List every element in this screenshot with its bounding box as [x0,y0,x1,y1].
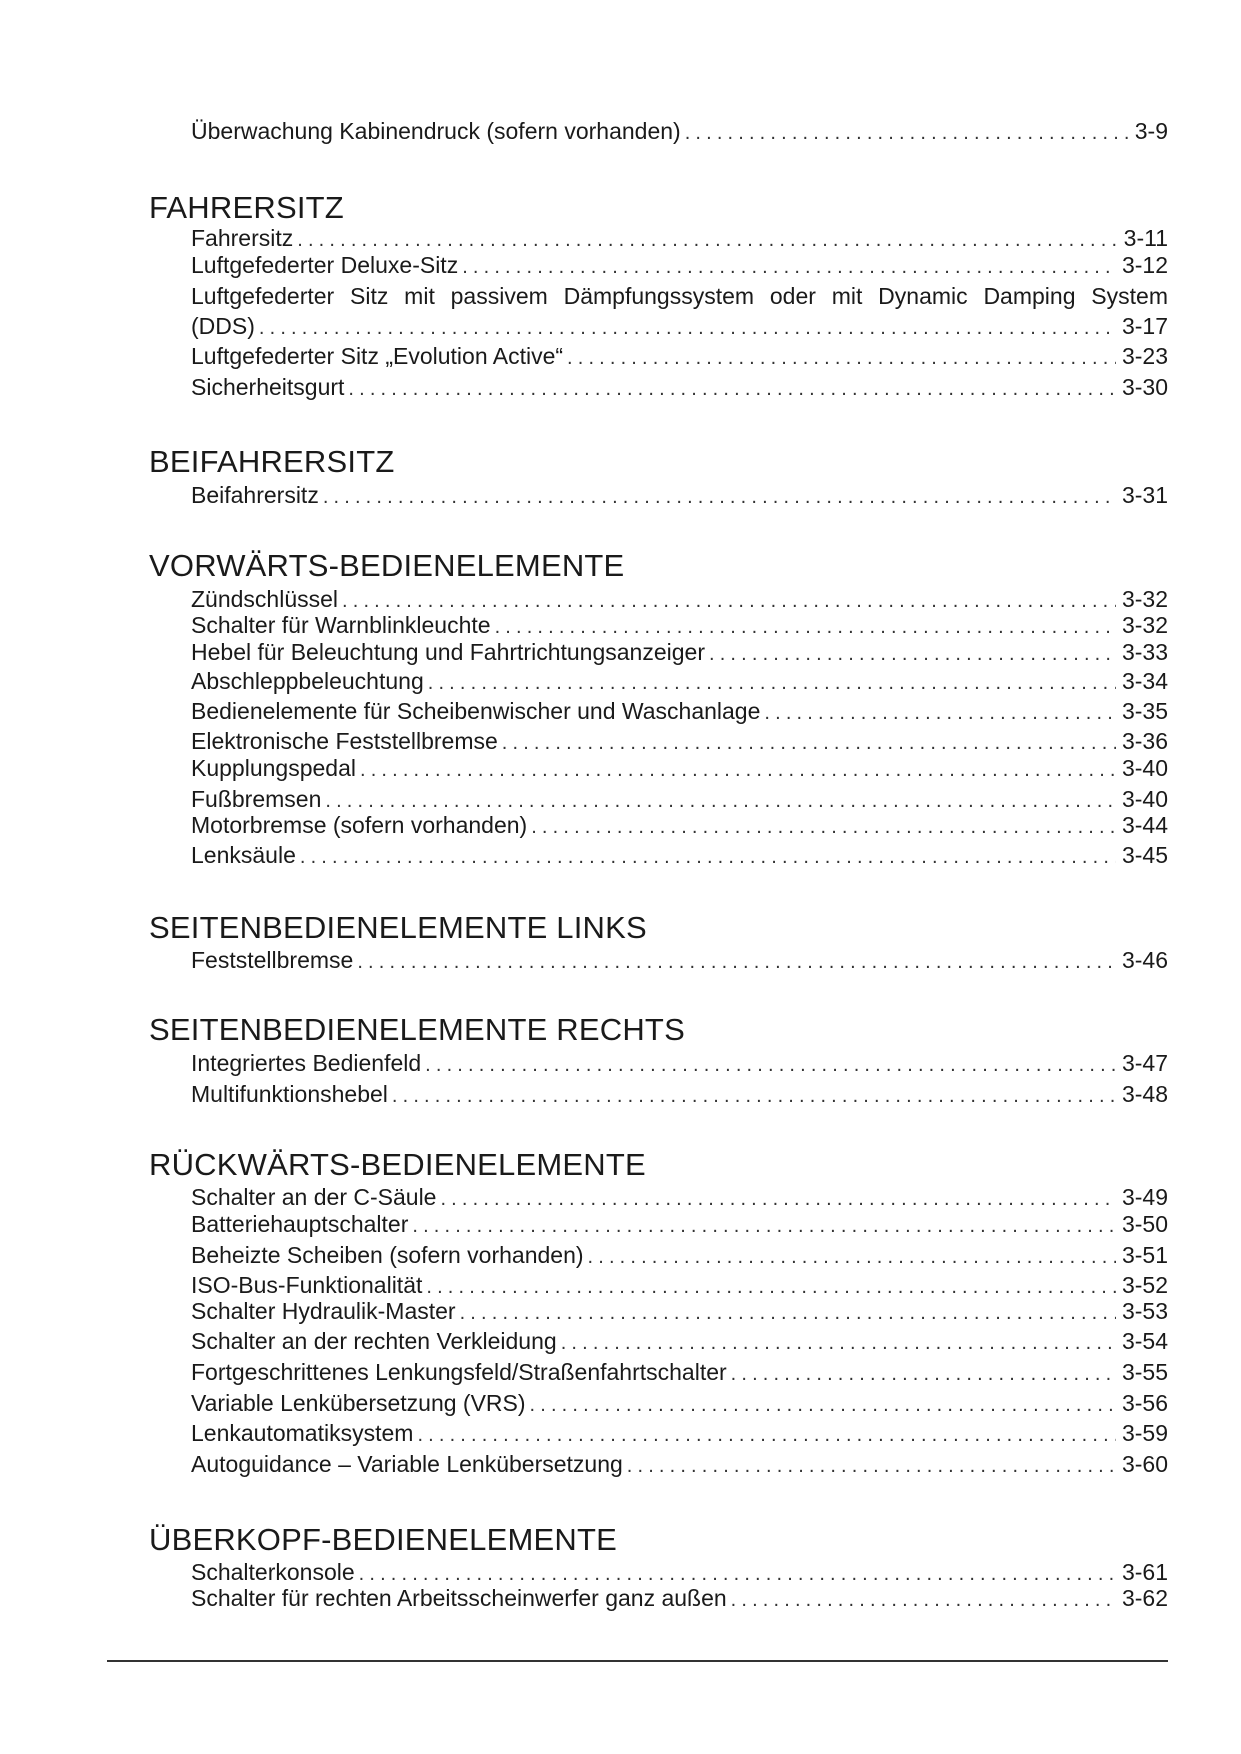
toc-entry-page: 3-49 [1121,1184,1168,1210]
toc-entry[interactable] [191,667,1168,697]
toc-entry-page: 3-48 [1121,1081,1168,1107]
toc-entry-title: Integriertes Bedienfeld [191,1050,422,1076]
dot-leader [627,1452,1116,1480]
dot-leader [685,119,1129,147]
dot-leader [412,1212,1116,1240]
toc-entry-title: Variable Lenkübersetzung (VRS) [191,1390,526,1416]
toc-entry-page: 3-32 [1121,586,1168,612]
toc-entry-title: Batteriehauptschalter [191,1211,409,1237]
toc-entry-page: 3-12 [1121,252,1168,278]
dot-leader [495,613,1116,641]
toc-entry[interactable] [191,1210,1168,1240]
dot-leader [300,843,1116,871]
toc-entry[interactable] [191,1183,1168,1213]
toc-entry-title: Feststellbremse [191,947,354,973]
dot-leader [259,314,1116,342]
toc-entry-page: 3-50 [1121,1211,1168,1237]
toc-entry[interactable] [191,1327,1168,1357]
dot-leader [709,640,1116,668]
toc-entry-title: Schalterkonsole [191,1559,355,1585]
toc-entry[interactable] [191,1450,1168,1480]
toc-entry-title: Fußbremsen [191,786,322,812]
toc-entry-title: Multifunktionshebel [191,1081,388,1107]
dot-leader [530,1391,1116,1419]
toc-entry[interactable] [191,251,1168,281]
toc-entry[interactable] [191,117,1168,147]
toc-entry-page: 3-31 [1121,482,1168,508]
section-heading: ÜBERKOPF-BEDIENELEMENTE [149,1522,617,1557]
toc-entry-title: Zündschlüssel [191,586,339,612]
toc-entry-page: 3-52 [1121,1272,1168,1298]
toc-entry-title: Kupplungspedal [191,755,356,781]
toc-entry-page: 3-62 [1121,1585,1168,1611]
section-heading: BEIFAHRERSITZ [149,444,395,479]
toc-entry-title: Lenkautomatiksystem [191,1420,414,1446]
toc-entry-title: Überwachung Kabinendruck (sofern vorhanden) [191,118,681,144]
toc-entry[interactable] [191,1080,1168,1110]
toc-entry-page: 3-54 [1121,1328,1168,1354]
toc-entry[interactable] [191,1419,1168,1449]
toc-entry-title: Luftgefederter Sitz „Evolution Active“ [191,343,564,369]
toc-entry[interactable] [191,841,1168,871]
dot-leader [731,1586,1116,1614]
toc-entry-page: 3-56 [1121,1390,1168,1416]
toc-entry-title: Schalter an der C-Säule [191,1184,437,1210]
toc-entry-title: (DDS) [191,313,255,339]
toc-entry-title-line1: Luftgefederter Sitz mit passivem Dämpfungssystem oder mit Dynamic Damping System [191,283,1168,309]
toc-entry-page: 3-23 [1121,343,1168,369]
toc-entry-page: 3-44 [1121,812,1168,838]
dot-leader [297,226,1117,254]
toc-entry-title: Lenksäule [191,842,296,868]
toc-entry-page: 3-59 [1121,1420,1168,1446]
toc-entry-page: 3-33 [1121,639,1168,665]
toc-entry-title: Hebel für Beleuchtung und Fahrtrichtungsanzeiger [191,639,705,665]
toc-entry-page: 3-9 [1134,118,1168,144]
toc-entry-title: Sicherheitsgurt [191,374,345,400]
dot-leader [428,669,1116,697]
toc-entry[interactable] [191,342,1168,372]
toc-entry[interactable] [191,946,1168,976]
toc-entry[interactable] [191,638,1168,668]
toc-entry-title: Schalter für Warnblinkleuchte [191,612,491,638]
dot-leader [323,483,1116,511]
toc-entry[interactable] [191,754,1168,784]
toc-entry[interactable] [191,1358,1168,1388]
section-heading: VORWÄRTS-BEDIENELEMENTE [149,548,625,583]
toc-entry-title: Bedienelemente für Scheibenwischer und Waschanlage [191,698,761,724]
footer-divider [107,1660,1168,1662]
toc-entry[interactable] [191,312,1168,342]
dot-leader [531,813,1116,841]
toc-entry[interactable] [191,1297,1168,1327]
section-heading: SEITENBEDIENELEMENTE RECHTS [149,1012,685,1047]
toc-entry[interactable] [191,1389,1168,1419]
toc-entry-page: 3-17 [1121,313,1168,339]
dot-leader [502,729,1116,757]
toc-entry[interactable] [191,1584,1168,1614]
toc-entry-page: 3-47 [1121,1050,1168,1076]
dot-leader [440,1185,1115,1213]
toc-entry[interactable] [191,611,1168,641]
dot-leader [348,375,1116,403]
toc-entry-title: Beheizte Scheiben (sofern vorhanden) [191,1242,584,1268]
toc-entry[interactable] [191,1049,1168,1079]
toc-entry-page: 3-34 [1121,668,1168,694]
toc-entry-title: Beifahrersitz [191,482,319,508]
toc-entry-page: 3-40 [1121,755,1168,781]
toc-entry-title: Luftgefederter Deluxe-Sitz [191,252,459,278]
dot-leader [360,756,1116,784]
dot-leader [764,699,1116,727]
dot-leader [357,948,1116,976]
toc-entry-page: 3-32 [1121,612,1168,638]
dot-leader [392,1082,1116,1110]
toc-entry-page: 3-51 [1121,1242,1168,1268]
toc-entry[interactable] [191,811,1168,841]
dot-leader [462,253,1116,281]
toc-entry[interactable] [191,481,1168,511]
toc-entry-page: 3-11 [1123,225,1168,251]
toc-entry[interactable] [191,1241,1168,1271]
toc-entry-title: Schalter an der rechten Verkleidung [191,1328,557,1354]
toc-entry-page: 3-61 [1121,1559,1168,1585]
toc-entry-title: ISO-Bus-Funktionalität [191,1272,423,1298]
section-heading: RÜCKWÄRTS-BEDIENELEMENTE [149,1147,646,1182]
toc-entry-title: Motorbremse (sofern vorhanden) [191,812,528,838]
dot-leader [417,1421,1116,1449]
toc-entry-page: 3-36 [1121,728,1168,754]
dot-leader [731,1360,1116,1388]
toc-entry-title: Abschleppbeleuchtung [191,668,424,694]
toc-entry-title: Autoguidance – Variable Lenkübersetzung [191,1451,623,1477]
toc-entry-title: Fahrersitz [191,225,294,251]
toc-entry-page: 3-60 [1121,1451,1168,1477]
toc-entry-page: 3-40 [1121,786,1168,812]
dot-leader [561,1329,1116,1357]
toc-entry-page: 3-30 [1121,374,1168,400]
toc-entry[interactable] [191,727,1168,757]
toc-entry-page: 3-55 [1121,1359,1168,1385]
toc-entry-title: Schalter für rechten Arbeitsscheinwerfer ganz außen [191,1585,727,1611]
dot-leader [567,344,1116,372]
section-heading: FAHRERSITZ [149,190,344,225]
dot-leader [460,1299,1116,1327]
toc-entry-page: 3-53 [1121,1298,1168,1324]
dot-leader [425,1051,1116,1079]
toc-entry-title: Fortgeschrittenes Lenkungsfeld/Straßenfahrtschalter [191,1359,727,1385]
toc-entry-title: Schalter Hydraulik-Master [191,1298,456,1324]
toc-entry-page: 3-35 [1121,698,1168,724]
toc-entry[interactable] [191,373,1168,403]
toc-entry-page: 3-45 [1121,842,1168,868]
section-heading: SEITENBEDIENELEMENTE LINKS [149,910,647,945]
toc-entry[interactable] [191,697,1168,727]
toc-entry-title: Elektronische Feststellbremse [191,728,498,754]
dot-leader [588,1243,1116,1271]
toc-entry[interactable] [191,224,1168,254]
toc-entry-page: 3-46 [1121,947,1168,973]
